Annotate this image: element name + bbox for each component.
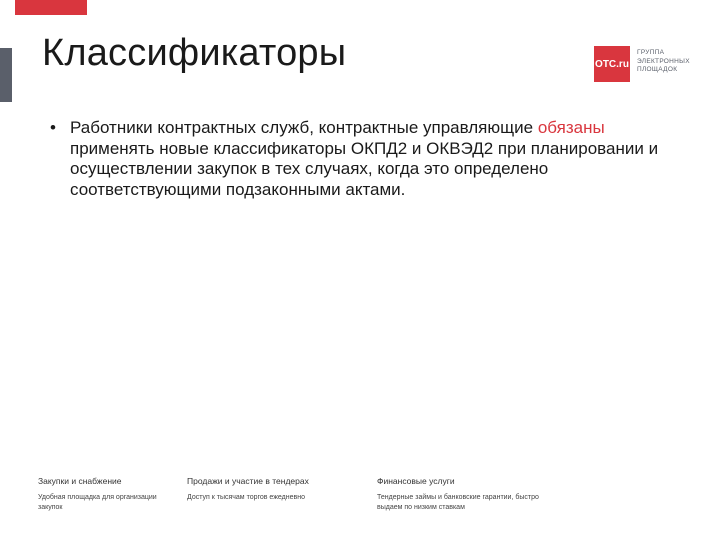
- footer-col1-title: Закупки и снабжение: [38, 476, 122, 486]
- logo-caption-line1: ГРУППА: [637, 49, 665, 56]
- footer-col-finance: [377, 476, 557, 513]
- logo-caption-line3: ПЛОЩАДОК: [637, 66, 678, 73]
- footer-col-sales: [187, 476, 357, 503]
- bullet-highlight: обязаны: [537, 118, 605, 137]
- slide-title: Классификаторы: [42, 32, 347, 74]
- bullet-rest: применять новые классификаторы ОКПД2 и ОКВЭД2 при планировании и осуществлении закупок в тех случаях, когда это определено соответствующими подзаконными актами.: [70, 138, 659, 199]
- bullet-item: [50, 118, 690, 200]
- footer-col3-desc: Тендерные займы и банковские гарантии, быстро выдаем по низким ставкам: [377, 494, 539, 511]
- otc-logo: [594, 46, 704, 82]
- logo-caption: [637, 49, 707, 75]
- bullet-text: [70, 118, 690, 200]
- bullet-marker: •: [50, 118, 56, 137]
- top-accent-bar: [15, 0, 87, 15]
- logo-badge: OTC.ru: [594, 46, 630, 82]
- footer-col2-desc: Доступ к тысячам торгов ежедневно: [187, 494, 305, 501]
- left-accent-bar: [0, 48, 12, 102]
- bullet-lead: Работники контрактных служб, контрактные управляющие: [70, 118, 534, 137]
- logo-caption-line2: ЭЛЕКТРОННЫХ: [637, 57, 690, 65]
- footer-col3-title: Финансовые услуги: [377, 476, 455, 486]
- footer: [0, 476, 720, 516]
- footer-col-procurement: [38, 476, 168, 513]
- footer-col2-title: Продажи и участие в тендерах: [187, 476, 309, 486]
- footer-col1-desc: Удобная площадка для организации закупок: [38, 494, 157, 511]
